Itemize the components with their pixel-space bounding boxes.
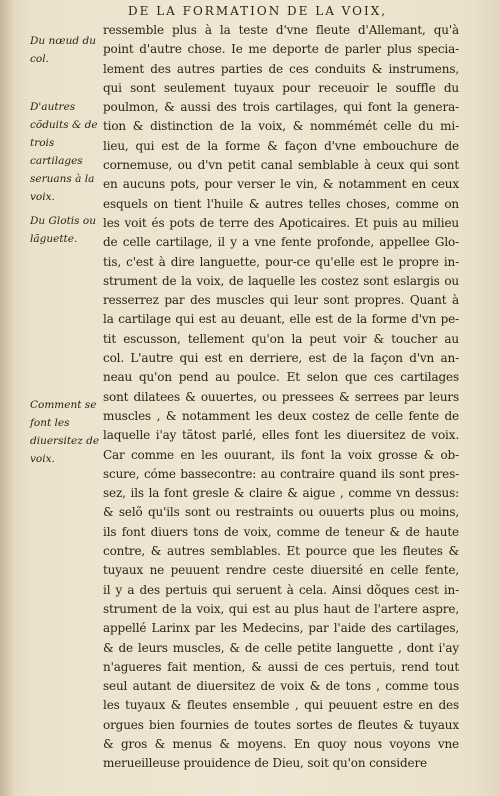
- page-gutter-shadow: [0, 0, 14, 796]
- margin-note-glotis: Du Glotis ou lãguette.: [30, 215, 96, 245]
- text-line: strument de la voix, de laquelle les costez sont eslargis ou: [103, 273, 459, 288]
- text-line: laquelle i'ay tãtost parlé, elles font les diuersitez de voix.: [103, 428, 459, 443]
- text-line: & gros & menus & moyens. En quoy nous voyons vne: [103, 736, 459, 751]
- margin-note-cartilages: D'autres cõduits & de trois cartilages seruans à la voix.: [30, 101, 98, 203]
- text-line: les voit és pots de terre des Apoticaires. Et puis au milieu: [103, 215, 459, 230]
- text-line: & de leurs muscles, & de celle petite languette , dont i'ay: [103, 640, 459, 655]
- text-line: col. L'autre qui est en derriere, est de la façon d'vn an-: [103, 351, 459, 366]
- text-line: seul autant de diuersitez de voix & de tons , comme tous: [103, 679, 459, 694]
- text-line: il y a des pertuis qui seruent à cela. Ainsi dõques cest in-: [103, 582, 459, 597]
- text-line: muscles , & notamment les deux costez de celle fente de: [103, 408, 459, 423]
- text-line: strument de la voix, qui est au plus haut de l'artere aspre,: [103, 601, 459, 616]
- text-line: en aucuns pots, pour verser le vin, & notamment en ceux: [103, 177, 459, 192]
- running-head: DE LA FORMATION DE LA VOIX,: [128, 4, 388, 18]
- text-line: tion & distinction de la voix, & nommémét celle du mi-: [103, 119, 459, 134]
- text-line: merueilleuse prouidence de Dieu, soit qu'on considere: [103, 756, 428, 771]
- body-text: [103, 21, 459, 774]
- text-line: la cartilage qui est au deuant, elle est de la forme d'vn pe-: [103, 312, 459, 327]
- margin-note-noeud: Du nœud du col.: [30, 35, 96, 65]
- text-line: cornemuse, ou d'vn petit canal semblable à ceux qui sont: [103, 158, 459, 173]
- text-line: resserrez par des muscles qui leur sont propres. Quant à: [103, 293, 459, 308]
- text-line: qui sont seulement tuyaux pour receuoir le souffle du: [103, 80, 459, 95]
- text-line: sez, ils la font gresle & claire & aigue , comme vn dessus:: [103, 486, 459, 501]
- text-line: contre, & autres semblables. Et pource que les fleutes &: [103, 544, 459, 559]
- text-line: esquels on tient l'huile & autres telles choses, comme on: [103, 196, 459, 211]
- text-line: lement des autres parties de ces conduits & instrumens,: [103, 61, 459, 76]
- text-line: poulmon, & aussi des trois cartilages, qui font la genera-: [103, 100, 459, 115]
- margin-note-comment: Comment se font les diuersitez de voix.: [30, 399, 100, 465]
- text-line: orgues bien fournies de toutes sortes de fleutes & tuyaux: [103, 717, 459, 732]
- text-line: tis, c'est à dire languette, pour-ce qu'elle est le propre in-: [103, 254, 459, 269]
- text-line: tit escusson, tellement qu'on la peut voir & toucher au: [103, 331, 459, 346]
- text-line: appellé Larinx par les Medecins, par l'aide des cartilages,: [103, 621, 459, 636]
- text-line: n'agueres fait mention, & aussi de ces pertuis, rend tout: [103, 659, 459, 674]
- text-line: sont dilatees & ouuertes, ou pressees & serrees par leurs: [103, 389, 459, 404]
- text-line: Car comme en les ouurant, ils font la voix grosse & ob-: [103, 447, 459, 462]
- text-line: tuyaux ne peuuent rendre ceste diuersité en celle fente,: [103, 563, 459, 578]
- text-line: ils font diuers tons de voix, comme de teneur & de haute: [103, 524, 459, 539]
- text-line: lieu, qui est de la forme & façon d'vne embouchure de: [103, 138, 459, 153]
- text-line: scure, cóme bassecontre: au contraire quand ils sont pres-: [103, 466, 459, 481]
- text-line: ressemble plus à la teste d'vne fleute d'Allemant, qu'à: [103, 23, 459, 37]
- text-line: point d'autre chose. Ie me deporte de parler plus specia-: [103, 42, 459, 57]
- text-line: les tuyaux & fleutes ensemble , qui peuuent estre en des: [103, 698, 459, 713]
- text-line: de celle cartilage, il y a vne fente profonde, appellee Glo-: [103, 235, 459, 250]
- text-line: & selõ qu'ils sont ou restraints ou ouuerts plus ou moins,: [103, 505, 459, 520]
- text-line: neau qu'on pend au poulce. Et selon que ces cartilages: [103, 370, 459, 385]
